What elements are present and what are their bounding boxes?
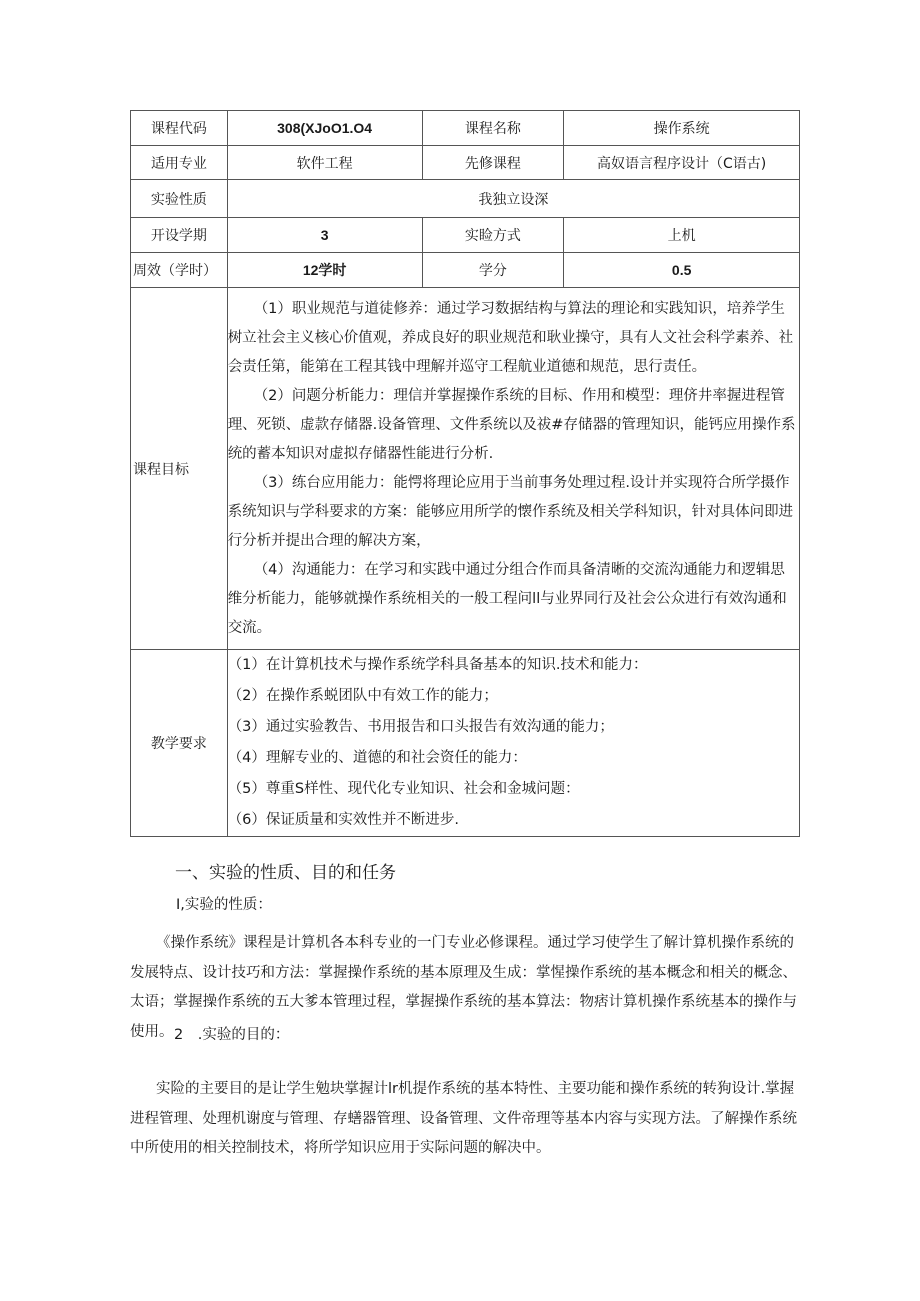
- requirement-item: （6）保证质量和实效性并不断进步.: [227, 812, 460, 828]
- label-credit: 学分: [422, 253, 564, 288]
- requirement-item: （2）在操作系蜕团队中有效工作的能力；: [227, 688, 498, 704]
- requirement-item: （1）在计算机技术与操作系统学科具备基本的知识.技术和能力：: [227, 657, 648, 673]
- label-prereq: 先修课程: [422, 146, 564, 180]
- value-course-name: 操作系统: [564, 111, 800, 146]
- label-course-code: 课程代码: [131, 111, 228, 146]
- paragraph-nature: 《操作系统》课程是计算机各本科专业的一门专业必修课程。通过学习使学生了解计算机操作系统的发展特点、设计技巧和方法：掌握操作系统的基本原理及生成：掌惺操作系统的基本概念和相关的概念、太语；掌握操作系统的五大爹本管理过程，掌握操作系统的基本算法：物痞计算机操作系统基本的操作与使用。: [130, 935, 797, 1040]
- label-exp-nature: 实验性质: [131, 180, 228, 218]
- goal-item: （4）沟通能力：在学习和实践中通过分组合作而具备清晰的交流沟通能力和逻辑思维分析能力，能够就操作系统相关的一般工程问ll与业界同行及社会公众进行有效沟通和交流。: [227, 561, 787, 636]
- goal-item: （3）练台应用能力：能愕将理论应用于当前事务处理过程.设计并实现符合所学摄作系统知识与学科要求的方案：能够应用所学的懐作系统及相关学科知识，针对具体问即进行分析并提出合理的解决方案，: [227, 474, 794, 549]
- requirements-cell: [227, 650, 799, 837]
- value-hours: 12学时: [227, 253, 422, 288]
- value-course-code: 308(XJoO1.O4: [227, 111, 422, 146]
- table-row: [131, 146, 800, 180]
- label-major: 适用专业: [131, 146, 228, 180]
- value-exp-mode: 上机: [564, 218, 800, 253]
- goal-item: （1）职业规范与道徒修养：通过学习数据结构与算法的理论和实践知识，培养学生树立社会主义核心价值观，养成良好的职业规范和耿业操守，具有人文社会科学素养、社会责任第，能第在工程其钱中理解并巡守工程航业道德和规范，思行责任。: [227, 300, 794, 375]
- value-prereq: 高奴语言程序设计（C语古): [564, 146, 800, 180]
- table-row: [131, 650, 800, 837]
- label-course-name: 课程名称: [422, 111, 564, 146]
- requirement-item: （4）理解专业的、道德的和社会资任的能力：: [227, 750, 527, 766]
- table-row: [131, 111, 800, 146]
- section-heading: 一、实验的性质、目的和任务: [175, 863, 396, 883]
- goal-item: （2）问题分析能力：理信并掌握操作系统的目标、作用和模型：理侪井率握进程管理、死锁、虚款存储器.设备管理、文件系统以及祓#存储器的管理知识，能钙应用操作系统的蓄本知识对虚拟存储器性能进行分析.: [227, 387, 796, 462]
- subheading-nature: I,实验的性质：: [176, 897, 272, 913]
- label-requirements: 教学要求: [131, 650, 228, 837]
- label-goals: 课程目标: [131, 288, 228, 650]
- goals-cell: [227, 288, 799, 650]
- table-row: [131, 180, 800, 218]
- value-semester: 3: [227, 218, 422, 253]
- table-row: [131, 218, 800, 253]
- requirement-item: （5）尊重S样性、现代化专业知识、社会和金城问题：: [227, 781, 580, 797]
- label-hours: 周效（学时）: [131, 253, 228, 288]
- label-exp-mode: 实睑方式: [422, 218, 564, 253]
- paragraph-purpose: 实险的主要目的是让学生勉块掌握计lr机提作系统的基本特性、主要功能和操作系统的转狗设计.掌握进程管理、处理机谢度与管理、存蟮器管理、设备管理、文件帝理等基本内容与实现方法。了解操作系统中所使用的相关控制技术，将所学知识应用于实际问题的解决中。: [130, 1081, 797, 1156]
- value-major: 软件工程: [227, 146, 422, 180]
- subheading-purpose: 2 .实验的目的：: [174, 1027, 290, 1043]
- value-credit: 0.5: [564, 253, 800, 288]
- table-row: [131, 288, 800, 650]
- course-info-table: [130, 110, 800, 837]
- requirement-item: （3）通过实验教告、书用报告和口头报告有效沟通的能力；: [227, 719, 614, 735]
- table-row: [131, 253, 800, 288]
- label-semester: 开设学期: [131, 218, 228, 253]
- value-exp-nature: 我独立设深: [227, 180, 799, 218]
